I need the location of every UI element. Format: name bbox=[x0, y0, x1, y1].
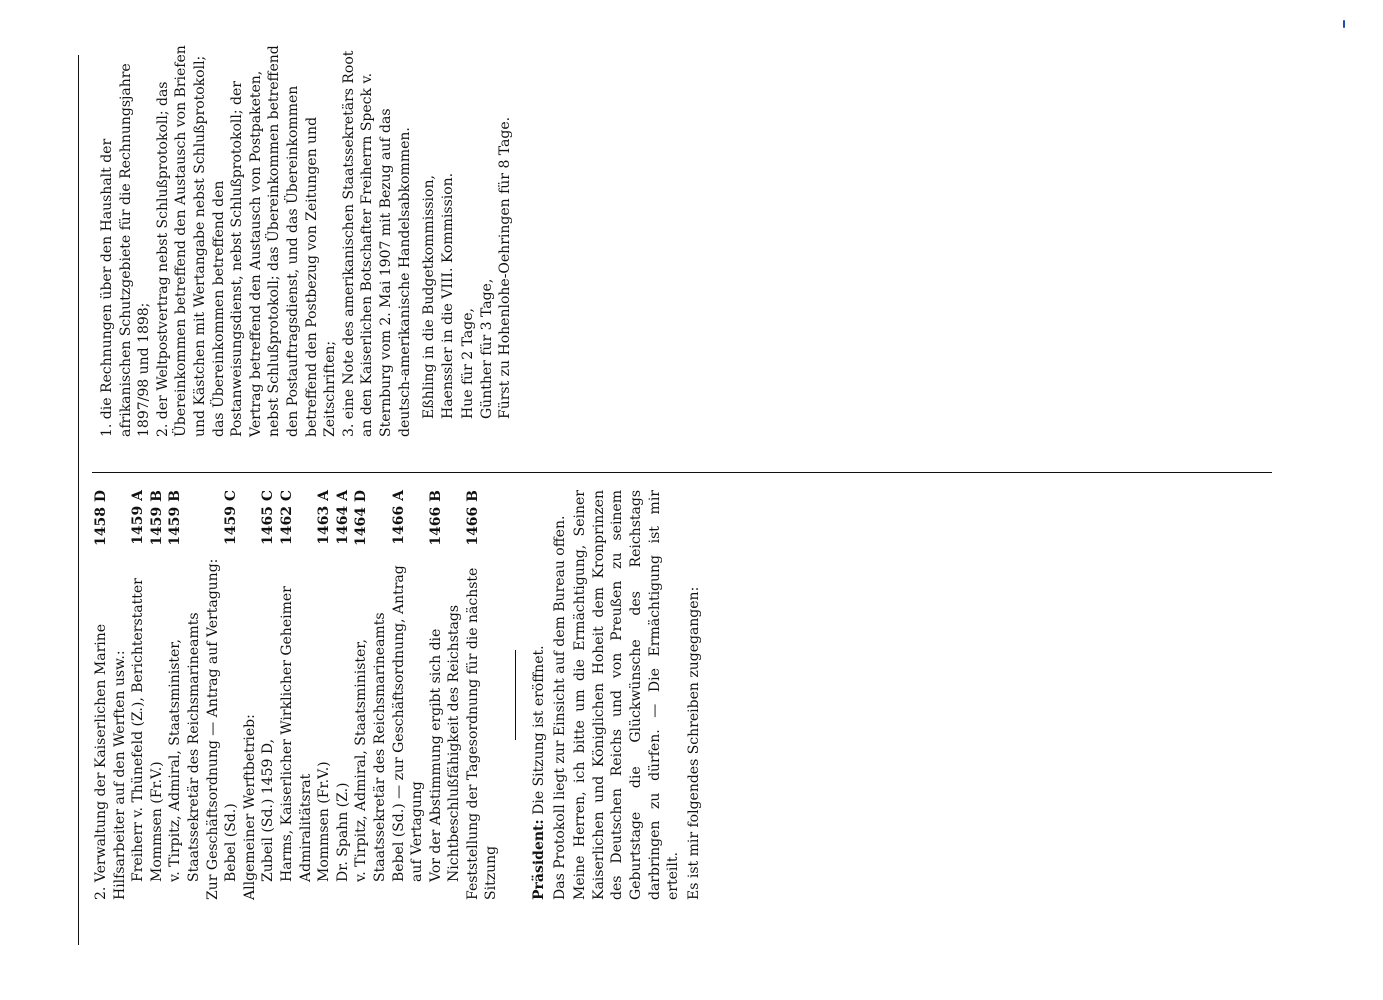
toc-entry-page: 1459 A bbox=[130, 490, 147, 545]
toc-entry-text: Bebel (Sd.) bbox=[223, 803, 240, 882]
gewaehlt-item: Haenssler in die VIII. Kommission. bbox=[439, 172, 456, 419]
toc-entry-page: 1464 A bbox=[334, 490, 351, 545]
paragraph-text: Meine Herren, ich bitte um die Ermächtigung, Seiner Kaiserlichen und Königlichen Hoheit dem Kronprinzen des Deutschen Reichs und von Preußen zu seinem Geburtstage die Glückwünsche des Reichstags darbringen zu dürfen. — Die Ermächtigung ist mir erteilt. bbox=[572, 490, 682, 900]
toc-entry-text: Vor der Abstimmung ergibt sich die Nichtbeschlußfähigkeit des Reichstags bbox=[427, 605, 463, 882]
toc-entry-page: 1466 A bbox=[390, 490, 407, 545]
toc-entry-text: Zur Geschäftsordnung — Antrag auf Vertagung: bbox=[204, 558, 221, 900]
urlaub-item: Hue für 2 Tage, bbox=[460, 308, 477, 419]
toc-entry-text: Mommsen (Fr.V.) bbox=[148, 761, 165, 882]
toc-entry-text: Allgemeiner Werftbetrieb: bbox=[241, 714, 258, 900]
toc-entry-text: Mommsen (Fr.V.) bbox=[316, 761, 333, 882]
toc-entry-text: Hilfsarbeiter auf den Werften usw.: bbox=[111, 650, 128, 900]
toc-row bbox=[241, 490, 260, 900]
toc-row bbox=[259, 490, 278, 900]
toc-entry-text: v. Tirpitz, Admiral, Staatsminister, Staatssekretär des Reichsmarineamts bbox=[167, 612, 202, 882]
toc-entry-page: 1463 A bbox=[316, 490, 333, 545]
toc-row bbox=[278, 490, 315, 900]
toc-entry-page: 1459 B bbox=[148, 490, 165, 546]
urlaub-list bbox=[459, 45, 515, 455]
toc-row bbox=[111, 490, 130, 900]
toc-row bbox=[315, 490, 334, 900]
left-paragraphs bbox=[530, 490, 703, 900]
toc-row bbox=[390, 490, 427, 900]
toc-row bbox=[352, 490, 389, 900]
toc-entry-text: Bebel (Sd.) — zur Geschäftsordnung, Antrag auf Vertagung bbox=[390, 565, 426, 882]
vorlage-item: 3. eine Note des amerikanischen Staatssekretärs Root an den Kaiserlichen Botschafter Freiherrn Speck v. Sternburg vom 2. Mai 1907 mit Bezug auf das deutsch-amerikanische Handelsabkommen. bbox=[340, 50, 413, 437]
toc-row bbox=[222, 490, 241, 900]
separator-line bbox=[515, 650, 516, 740]
toc-entry-page: 1459 B bbox=[167, 490, 184, 546]
toc-entry-text: Harms, Kaiserlicher Wirklicher Geheimer Admiralitätsrat bbox=[278, 586, 314, 882]
column-divider bbox=[92, 472, 1272, 473]
toc-entry-text: 2. Verwaltung der Kaiserlichen Marine bbox=[93, 623, 109, 900]
right-column bbox=[92, 45, 517, 455]
toc-row bbox=[166, 490, 203, 900]
toc-entry-page: 1466 B bbox=[464, 490, 481, 546]
vorlage-item: 1. die Rechnungen über den Haushalt der afrikanischen Schutzgebiete für die Rechnungsjahre 1897/98 und 1898; bbox=[99, 63, 153, 437]
urlaub-item: Günther für 3 Tage, bbox=[478, 278, 495, 419]
toc-entry-text: Freiherr v. Thünefeld (Z.), Berichterstatter bbox=[130, 578, 147, 882]
dfg-logo bbox=[1343, 20, 1345, 28]
paragraph-text: Die Sitzung ist eröffnet. bbox=[531, 645, 548, 815]
table-of-contents bbox=[92, 490, 501, 900]
urlaub-item: Fürst zu Hohenlohe-Oehringen für 8 Tage. bbox=[497, 116, 514, 419]
gewaehlt-item: Eßhling in die Budgetkommission, bbox=[421, 175, 438, 419]
toc-row bbox=[129, 490, 148, 900]
left-column bbox=[92, 490, 705, 900]
digitization-note bbox=[1335, 20, 1348, 980]
paragraph bbox=[571, 490, 683, 900]
toc-entry-page: 1462 C bbox=[278, 490, 295, 545]
vorlage-item: 2. der Weltpostvertrag nebst Schlußprotokoll; das Übereinkommen betreffend den Austausch von Briefen und Kästchen mit Wertangabe nebst Schlußprotokoll; das Übereinkommen betreffend den Postanweisungsdienst, nebst Schlußprotokoll; der Vertrag betreffend den Austausch von Postpaketen, nebst Schlußprotokoll; das Übereinkommen betreffend den Postauftragsdienst, und das Übereinkommen betreffend den Postbezug von Zeitungen und Zeitschriften; bbox=[154, 45, 339, 437]
toc-entry-page: 1459 C bbox=[223, 490, 240, 545]
toc-row bbox=[464, 490, 501, 900]
toc-row bbox=[334, 490, 353, 900]
toc-row bbox=[148, 490, 167, 900]
toc-entry-page: 1458 D bbox=[93, 490, 109, 546]
paragraph bbox=[685, 490, 704, 900]
toc-row bbox=[204, 490, 223, 900]
toc-row bbox=[92, 490, 111, 900]
toc-entry-text: Feststellung der Tagesordnung für die nächste Sitzung bbox=[464, 567, 500, 900]
paragraph bbox=[530, 490, 549, 900]
toc-entry-page: 1465 C bbox=[260, 490, 277, 545]
gewaehlt-list bbox=[420, 45, 457, 455]
toc-entry-text: v. Tirpitz, Admiral, Staatsminister, Staatssekretär des Reichsmarineamts bbox=[353, 612, 388, 882]
toc-entry-page: 1466 B bbox=[427, 490, 444, 546]
page-header bbox=[40, 55, 79, 945]
paragraph bbox=[551, 490, 570, 900]
speaker-label: Präsident: bbox=[531, 819, 548, 900]
toc-entry-page: 1464 D bbox=[353, 490, 370, 546]
toc-entry-text: Zubeil (Sd.) 1459 D, bbox=[260, 738, 277, 882]
toc-row bbox=[427, 490, 464, 900]
paragraph-text: Es ist mir folgendes Schreiben zugegangen: bbox=[685, 586, 702, 900]
paragraph-text: Das Protokoll liegt zur Einsicht auf dem Bureau offen. bbox=[551, 515, 568, 900]
toc-entry-text: Dr. Spahn (Z.) bbox=[334, 782, 351, 882]
vorlagen-list bbox=[98, 45, 414, 455]
